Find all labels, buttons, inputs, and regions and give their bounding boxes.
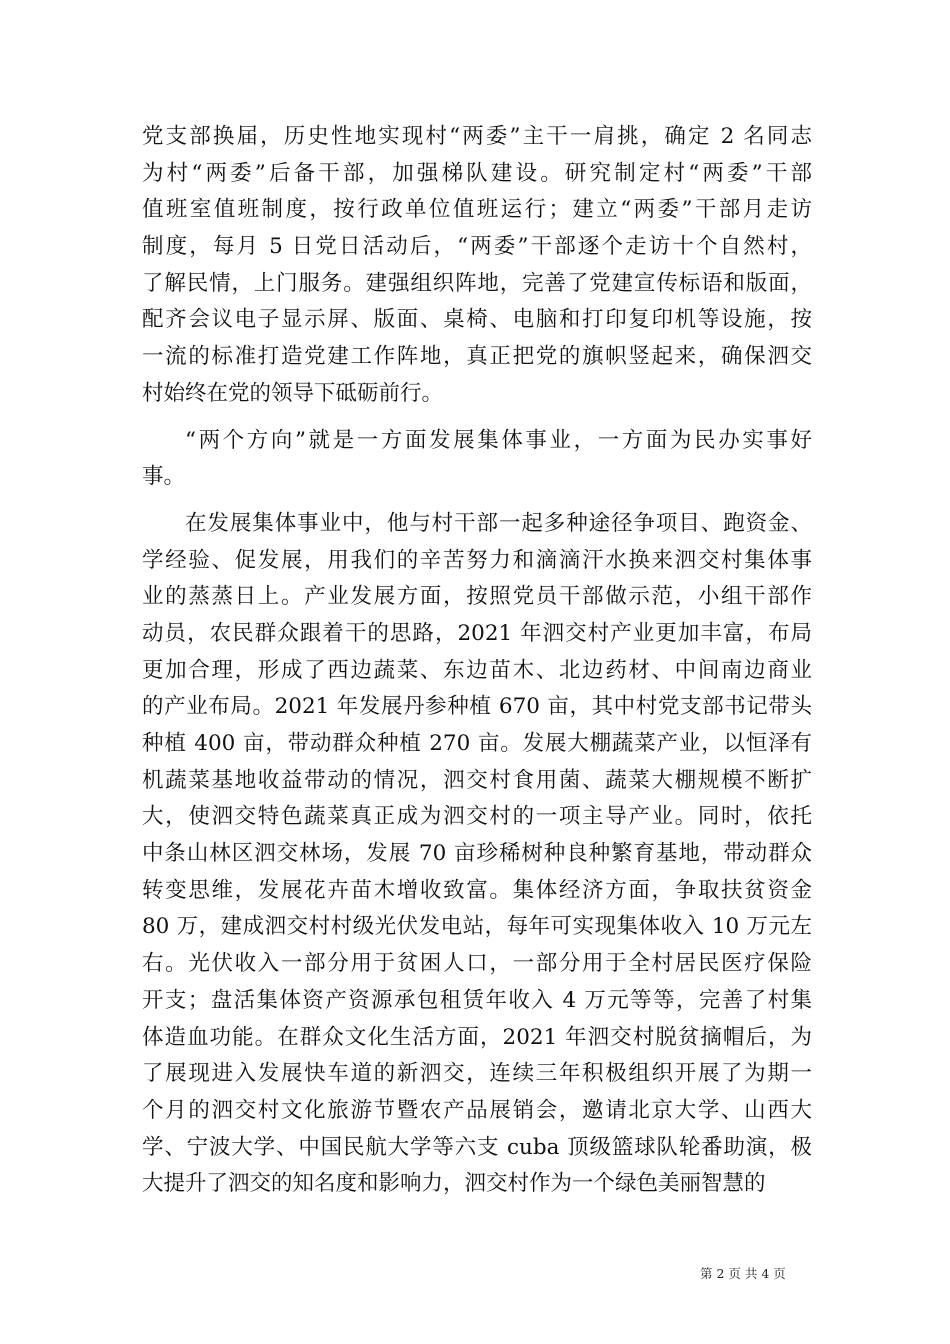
text-line: 一流的标准打造党建工作阵地，真正把党的旗帜竖起来，确保泗交: [142, 344, 812, 370]
text-line: 的产业布局。2021 年发展丹参种植 670 亩，其中村党支部书记带头: [142, 694, 812, 720]
paragraph: [142, 423, 812, 496]
text-line: 事。: [142, 464, 186, 490]
text-line: 种植 400 亩，带动群众种植 270 亩。发展大棚蔬菜产业，以恒泽有: [142, 731, 812, 756]
text-line: 大，使泗交特色蔬菜真正成为泗交村的一项主导产业。同时，依托: [142, 804, 812, 830]
text-line: 开支；盘活集体资产资源承包租赁年收入 4 万元等等，完善了村集: [142, 987, 812, 1013]
text-line: 村始终在党的领导下砥砺前行。: [142, 380, 444, 406]
page-number-footer: 第 2 页 共 4 页: [700, 1266, 786, 1281]
text-line: 动员，农民群众跟着干的思路，2021 年泗交村产业更加丰富，布局: [142, 620, 812, 646]
text-line: 配齐会议电子显示屏、版面、桌椅、电脑和打印复印机等设施，按: [142, 307, 812, 333]
text-line: 业的蒸蒸日上。产业发展方面，按照党员干部做示范，小组干部作: [142, 584, 812, 610]
paragraph: [142, 119, 812, 413]
page-body: [142, 119, 812, 1203]
text-line: 制度，每月 5 日党日活动后，“两委”干部逐个走访十个自然村，: [142, 234, 812, 260]
text-line: 中条山林区泗交林场，发展 70 亩珍稀树种良种繁育基地，带动群众: [142, 841, 812, 867]
text-line: 为村“两委”后备干部，加强梯队建设。研究制定村“两委”干部: [142, 160, 812, 186]
text-line: 80 万，建成泗交村村级光伏发电站，每年可实现集体收入 10 万元左: [142, 914, 812, 940]
text-line: 更加合理，形成了西边蔬菜、东边苗木、北边药材、中间南边商业: [142, 657, 812, 683]
paragraph-gap: [142, 413, 812, 423]
text-line: 右。光伏收入一部分用于贫困人口，一部分用于全村居民医疗保险: [142, 951, 812, 977]
text-line: 机蔬菜基地收益带动的情况，泗交村食用菌、蔬菜大棚规模不断扩: [142, 767, 812, 793]
text-line: 个月的泗交村文化旅游节暨农产品展销会，邀请北京大学、山西大: [142, 1097, 812, 1123]
text-line: 在发展集体事业中，他与村干部一起多种途径争项目、跑资金、: [185, 510, 812, 536]
text-line: “两个方向”就是一方面发展集体事业，一方面为民办实事好: [185, 427, 812, 453]
text-line: 转变思维，发展花卉苗木增收致富。集体经济方面，争取扶贫资金: [142, 877, 812, 903]
paragraph: [142, 506, 812, 1203]
text-line: 值班室值班制度，按行政单位值班运行；建立“两委”干部月走访: [142, 197, 812, 223]
text-line: 了解民情，上门服务。建强组织阵地，完善了党建宣传标语和版面，: [142, 270, 812, 296]
paragraph-gap: [142, 496, 812, 506]
text-line: 了展现进入发展快车道的新泗交，连续三年积极组织开展了为期一: [142, 1061, 812, 1087]
text-line: 体造血功能。在群众文化生活方面，2021 年泗交村脱贫摘帽后，为: [142, 1024, 812, 1050]
text-line: 学、宁波大学、中国民航大学等六支 cuba 顶级篮球队轮番助演，极: [142, 1134, 812, 1160]
text-line: 学经验、促发展，用我们的辛苦努力和滴滴汗水换来泗交村集体事: [142, 547, 812, 573]
text-line: 党支部换届，历史性地实现村“两委”主干一肩挑，确定 2 名同志: [142, 124, 812, 149]
text-line: 大提升了泗交的知名度和影响力，泗交村作为一个绿色美丽智慧的: [142, 1171, 766, 1197]
